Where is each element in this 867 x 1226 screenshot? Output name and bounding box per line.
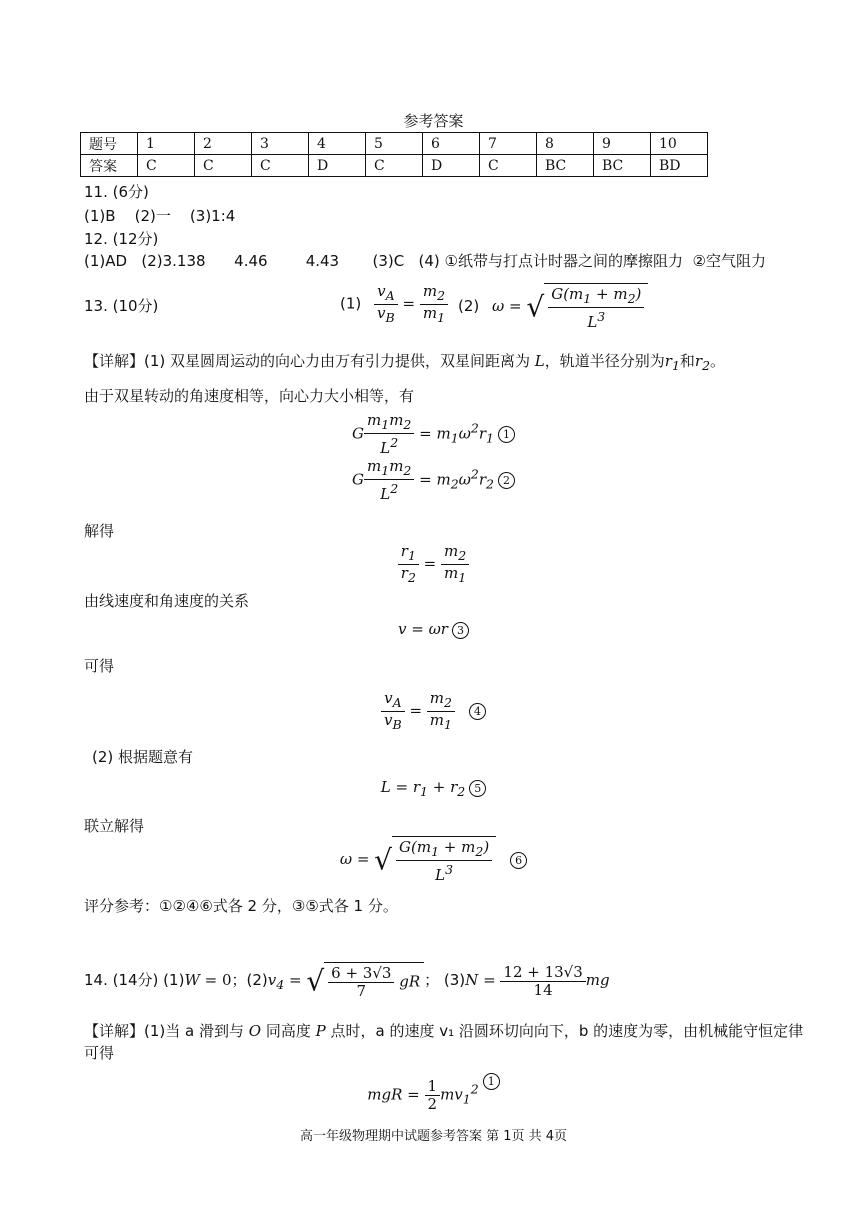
table-row: [81, 155, 708, 177]
detail-text: 点时，a 的速度 v₁ 沿圆环切向向下，b 的速度为零，由机械能守恒定律: [330, 1022, 804, 1040]
part-label: (2): [458, 297, 480, 315]
table-cell: C: [138, 155, 195, 177]
table-cell: 7: [480, 133, 537, 155]
page-footer: 高一年级物理期中试题参考答案 第 1页 共 4页: [299, 1129, 568, 1144]
equation-6: ω = √ $\frac{G(m_1 + m_2)}{L^3}$ 6: [0, 836, 867, 884]
q13-score: 评分参考：①②④⑥式各 2 分，③⑤式各 1 分。: [84, 897, 398, 915]
table-cell: 10: [651, 133, 708, 155]
q13-detail-2: 由于双星转动的角速度相等，向心力大小相等，有: [84, 387, 415, 405]
q13-head: 13. (10分): [84, 297, 159, 315]
table-header-cell: 答案: [81, 155, 138, 177]
q13-get: 可得: [84, 657, 115, 675]
table-cell: D: [309, 155, 366, 177]
table-cell: 5: [366, 133, 423, 155]
q13-detail-1: 【详解】(1) 双星圆周运动的向心力由万有引力提供，双星间距离为 L，轨道半径分别为$r_1$和$r_2$。: [84, 352, 726, 373]
equation-2: G $\frac{m_1m_2}{L^2}$ = $m_2\omega^2r_2$ 2: [0, 458, 867, 503]
q12-head: 12. (12分): [84, 230, 159, 248]
q11-answer: (1)B (2)一 (3)1:4: [84, 207, 236, 225]
detail-text: ，轨道半径分别为: [544, 352, 665, 370]
detail-text: 。: [710, 352, 726, 370]
table-header-cell: 题号: [81, 133, 138, 155]
q13-relation: 由线速度和角速度的关系: [84, 592, 250, 610]
detail-text: 同高度: [265, 1022, 311, 1040]
q14-sep: ； (3): [424, 971, 466, 989]
q14-head: 14. (14分) (1): [84, 971, 185, 989]
equation-5: $L = r_1 + r_2$ 5: [0, 778, 867, 799]
table-cell: 3: [252, 133, 309, 155]
q13-part2: (2) 根据题意有: [92, 748, 194, 766]
table-cell: 1: [138, 133, 195, 155]
page-title: 参考答案: [403, 112, 464, 130]
table-cell: C: [480, 155, 537, 177]
table-cell: 9: [594, 133, 651, 155]
q14-answer: 14. (14分) (1)W = 0；$(2)v_4$ = √ $\frac{6 + 3√3}{7}$ gR ； (3)N = $\frac{12 + 13√3}{14}$ mg: [84, 962, 610, 1000]
table-cell: C: [195, 155, 252, 177]
table-cell: D: [423, 155, 480, 177]
q12-answer: (1)AD (2)3.138 4.46 4.43 (3)C (4) ①纸带与打点计时器之间的摩擦阻力 ②空气阻力: [84, 252, 766, 270]
equation-3: v = ωr 3: [0, 620, 867, 639]
table-cell: C: [252, 155, 309, 177]
q13-answer-2: (2) ω = √ $\frac{G(m_1 + m_2)}{L^3}$: [458, 283, 648, 331]
q13-combine: 联立解得: [84, 817, 145, 835]
table-cell: 4: [309, 133, 366, 155]
table-cell: C: [366, 155, 423, 177]
part-label: (1): [340, 294, 362, 313]
table-cell: BD: [651, 155, 708, 177]
detail-text: 【详解】(1) 双星圆周运动的向心力由万有引力提供，双星间距离为: [84, 352, 531, 370]
q13-solve: 解得: [84, 522, 115, 540]
table-cell: BC: [594, 155, 651, 177]
table-cell: 6: [423, 133, 480, 155]
answer-table: [80, 132, 708, 177]
equation-4: $\frac{v_A}{v_B}$ = $\frac{m_2}{m_1}$ 4: [0, 690, 867, 733]
detail-text: 和: [679, 352, 695, 370]
q11-head: 11. (6分): [84, 183, 149, 201]
q14-sep: ；(2): [231, 971, 268, 989]
table-row: [81, 133, 708, 155]
equation-7: mgR = $\frac{1}{2}$ $mv_1^2$ 1: [0, 1078, 867, 1113]
table-cell: 8: [537, 133, 594, 155]
table-cell: BC: [537, 155, 594, 177]
q14-detail: 【详解】(1)当 a 滑到与 O 同高度 P 点时，a 的速度 v₁ 沿圆环切向向下，b 的速度为零，由机械能守恒定律: [84, 1022, 804, 1040]
table-cell: 2: [195, 133, 252, 155]
equation-ratio: $\frac{r_1}{r_2}$ = $\frac{m_2}{m_1}$: [0, 543, 867, 586]
q14-detail-2: 可得: [84, 1044, 115, 1062]
q13-answer-1: (1) $\frac{v_A}{v_B}$ = $\frac{m_2}{m_1}$: [340, 283, 448, 326]
detail-text: 【详解】(1)当 a 滑到与: [84, 1022, 244, 1040]
equation-1: G $\frac{m_1m_2}{L^2}$ = $m_1\omega^2r_1$ 1: [0, 412, 867, 457]
